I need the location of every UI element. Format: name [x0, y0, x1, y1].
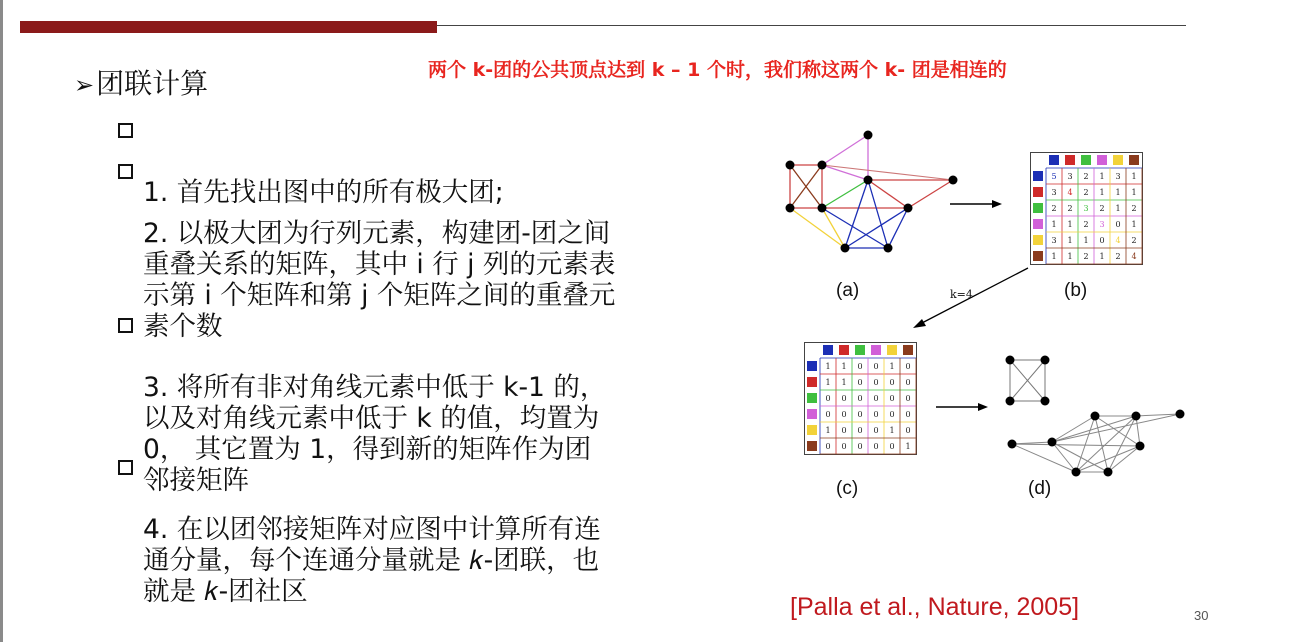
- column-swatch: [903, 345, 913, 355]
- matrix-cell: 0: [841, 394, 847, 403]
- column-swatch: [887, 345, 897, 355]
- matrix-cell: 4: [1115, 236, 1121, 245]
- heading-title: 团联计算: [96, 67, 209, 100]
- row-swatch: [1033, 171, 1043, 181]
- matrix-cell: 2: [1083, 252, 1089, 261]
- matrix-cell: 3: [1083, 204, 1089, 213]
- clique-percolation-figure: [760, 120, 1220, 510]
- square-bullet-icon: [118, 123, 133, 138]
- arrow-right-icon: [936, 403, 988, 411]
- arrow-bullet-icon: ➢: [74, 71, 95, 99]
- matrix-cell: 1: [1067, 236, 1073, 245]
- matrix-cell: 2: [1099, 204, 1105, 213]
- matrix-cell: 1: [1051, 252, 1057, 261]
- matrix-cell: 0: [905, 426, 911, 435]
- title-bar-accent: [20, 21, 437, 33]
- matrix-cell: 4: [1067, 188, 1073, 197]
- matrix-cell: 2: [1131, 204, 1137, 213]
- matrix-cell: 0: [889, 378, 895, 387]
- matrix-cell: 2: [1083, 220, 1089, 229]
- square-bullet-icon: [118, 164, 133, 179]
- matrix-cell: 0: [873, 394, 879, 403]
- matrix-cell: 0: [857, 378, 863, 387]
- left-edge: [0, 0, 3, 642]
- matrix-cell: 1: [1131, 172, 1137, 181]
- matrix-cell: 0: [873, 410, 879, 419]
- row-swatch: [1033, 203, 1043, 213]
- matrix-cell: 1: [1115, 204, 1121, 213]
- matrix-cell: 0: [905, 362, 911, 371]
- matrix-cell: 1: [1099, 172, 1105, 181]
- row-swatch: [1033, 235, 1043, 245]
- step-4-text: 4. 在以团邻接矩阵对应图中计算所有连 通分量，每个连通分量就是 𝑘-团联，也 就是 𝑘-团社区: [143, 514, 601, 607]
- matrix-cell: 0: [825, 394, 831, 403]
- adjacency-matrix: [804, 342, 918, 456]
- matrix-cell: 0: [905, 394, 911, 403]
- matrix-cell: 1: [1131, 188, 1137, 197]
- column-swatch: [871, 345, 881, 355]
- matrix-cell: 0: [857, 394, 863, 403]
- row-swatch: [807, 393, 817, 403]
- matrix-cell: 3: [1115, 172, 1121, 181]
- row-swatch: [807, 361, 817, 371]
- section-heading: [74, 62, 208, 102]
- column-swatch: [1065, 155, 1075, 165]
- matrix-cell: 0: [841, 426, 847, 435]
- label-a: (a): [836, 280, 860, 301]
- matrix-cell: 1: [1083, 236, 1089, 245]
- matrix-cell: 0: [873, 378, 879, 387]
- matrix-cell: 1: [841, 378, 847, 387]
- matrix-cell: 3: [1099, 220, 1105, 229]
- matrix-cell: 0: [825, 410, 831, 419]
- row-swatch: [1033, 251, 1043, 261]
- matrix-cell: 0: [889, 442, 895, 451]
- step-4: [118, 452, 718, 638]
- matrix-cell: 0: [841, 410, 847, 419]
- matrix-cell: 0: [905, 410, 911, 419]
- matrix-cell: 0: [857, 410, 863, 419]
- step-3-text: 3. 将所有非对角线元素中低于 k-1 的， 以及对角线元素中低于 k 的值，均置为 0， 其它置为 1，得到新的矩阵作为团 邻接矩阵: [143, 372, 607, 496]
- label-c: (c): [836, 478, 859, 499]
- matrix-cell: 0: [1099, 236, 1105, 245]
- column-swatch: [1049, 155, 1059, 165]
- matrix-cell: 1: [889, 426, 895, 435]
- square-bullet-icon: [118, 318, 133, 333]
- matrix-cell: 1: [1067, 220, 1073, 229]
- matrix-cell: 1: [1051, 220, 1057, 229]
- matrix-cell: 0: [841, 442, 847, 451]
- column-swatch: [1081, 155, 1091, 165]
- matrix-cell: 1: [889, 362, 895, 371]
- matrix-cell: 0: [825, 442, 831, 451]
- matrix-cell: 1: [1099, 252, 1105, 261]
- column-swatch: [1113, 155, 1123, 165]
- title-bar-rule: [437, 25, 1186, 26]
- matrix-cell: 1: [1099, 188, 1105, 197]
- matrix-cell: 1: [1067, 252, 1073, 261]
- matrix-cell: 0: [889, 410, 895, 419]
- matrix-cell: 1: [1115, 188, 1121, 197]
- matrix-cell: 0: [1115, 220, 1121, 229]
- row-swatch: [807, 425, 817, 435]
- overlap-matrix: [1030, 152, 1144, 266]
- matrix-cell: 1: [841, 362, 847, 371]
- graph-a: [786, 131, 958, 253]
- column-swatch: [855, 345, 865, 355]
- matrix-cell: 0: [857, 362, 863, 371]
- matrix-cell: 2: [1083, 188, 1089, 197]
- matrix-cell: 3: [1067, 172, 1073, 181]
- square-bullet-icon: [118, 460, 133, 475]
- matrix-cell: 1: [905, 442, 911, 451]
- step-1-text: 1. 首先找出图中的所有极大团;: [143, 177, 504, 208]
- matrix-cell: 3: [1051, 188, 1057, 197]
- definition-note: 两个 k-团的公共顶点达到 k – 1 个时，我们称这两个 k- 团是相连的: [428, 59, 1007, 81]
- matrix-cell: 0: [873, 442, 879, 451]
- row-swatch: [807, 441, 817, 451]
- column-swatch: [839, 345, 849, 355]
- page-number: 30: [1194, 608, 1209, 623]
- row-swatch: [1033, 187, 1043, 197]
- row-swatch: [807, 377, 817, 387]
- matrix-cell: 0: [857, 442, 863, 451]
- column-swatch: [823, 345, 833, 355]
- matrix-cell: 2: [1115, 252, 1121, 261]
- matrix-cell: 5: [1051, 172, 1057, 181]
- arrow-right-icon: [950, 200, 1002, 208]
- matrix-cell: 1: [825, 362, 831, 371]
- k-label: k=4: [950, 288, 973, 301]
- matrix-cell: 1: [1131, 220, 1137, 229]
- column-swatch: [1097, 155, 1107, 165]
- row-swatch: [1033, 219, 1043, 229]
- graph-d: [1006, 356, 1185, 477]
- matrix-cell: 0: [889, 394, 895, 403]
- matrix-cell: 2: [1067, 204, 1073, 213]
- matrix-cell: 2: [1083, 172, 1089, 181]
- matrix-cell: 0: [905, 378, 911, 387]
- column-swatch: [1129, 155, 1139, 165]
- step-2-text: 2. 以极大团为行列元素，构建团-团之间 重叠关系的矩阵，其中 i 行 j 列的元素表 示第 i 个矩阵和第 j 个矩阵之间的重叠元 素个数: [143, 218, 616, 342]
- matrix-cell: 2: [1051, 204, 1057, 213]
- row-swatch: [807, 409, 817, 419]
- label-b: (b): [1064, 280, 1088, 301]
- matrix-cell: 4: [1131, 252, 1137, 261]
- matrix-cell: 1: [825, 378, 831, 387]
- citation: [Palla et al., Nature, 2005]: [790, 593, 1080, 621]
- label-d: (d): [1028, 478, 1052, 499]
- matrix-cell: 3: [1051, 236, 1057, 245]
- matrix-cell: 0: [857, 426, 863, 435]
- matrix-cell: 1: [825, 426, 831, 435]
- matrix-cell: 0: [873, 362, 879, 371]
- matrix-cell: 2: [1131, 236, 1137, 245]
- matrix-cell: 0: [873, 426, 879, 435]
